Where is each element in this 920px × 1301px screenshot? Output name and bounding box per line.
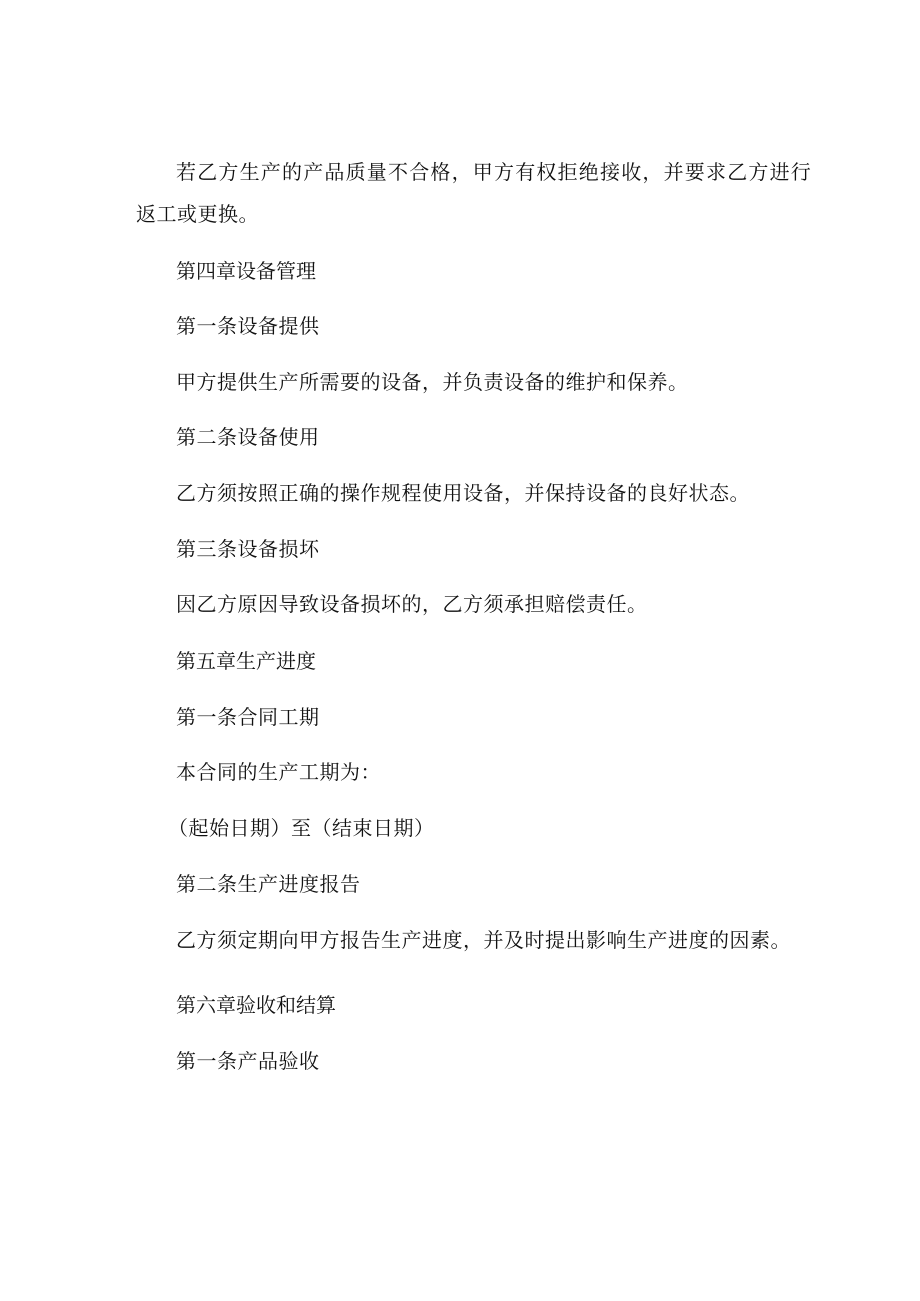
article-equipment-use-text: 乙方须按照正确的操作规程使用设备，并保持设备的良好状态。 [176, 481, 750, 505]
article-progress-report-title: 第二条生产进度报告 [176, 872, 361, 896]
chapter-5-heading: 第五章生产进度 [176, 649, 316, 673]
article-equipment-damage-title: 第三条设备损坏 [176, 537, 320, 561]
article-equipment-supply-title: 第一条设备提供 [176, 314, 320, 338]
article-contract-period-dates: （起始日期）至（结束日期） [168, 816, 435, 840]
chapter-6-heading: 第六章验收和结算 [176, 993, 336, 1017]
article-contract-period-text: 本合同的生产工期为： [176, 760, 381, 784]
article-product-acceptance-title: 第一条产品验收 [176, 1049, 320, 1073]
article-contract-period-title: 第一条合同工期 [176, 705, 320, 729]
article-equipment-damage-text: 因乙方原因导致设备损坏的，乙方须承担赔偿责任。 [176, 592, 648, 616]
article-progress-report-text: 乙方须定期向甲方报告生产进度，并及时提出影响生产进度的因素。 [176, 928, 791, 952]
paragraph-quality-line2: 返工或更换。 [136, 202, 259, 226]
chapter-4-heading: 第四章设备管理 [176, 259, 316, 283]
article-equipment-supply-text: 甲方提供生产所需要的设备，并负责设备的维护和保养。 [176, 370, 689, 394]
paragraph-quality-line1: 若乙方生产的产品质量不合格，甲方有权拒绝接收，并要求乙方进行 [176, 160, 812, 184]
article-equipment-use-title: 第二条设备使用 [176, 425, 320, 449]
